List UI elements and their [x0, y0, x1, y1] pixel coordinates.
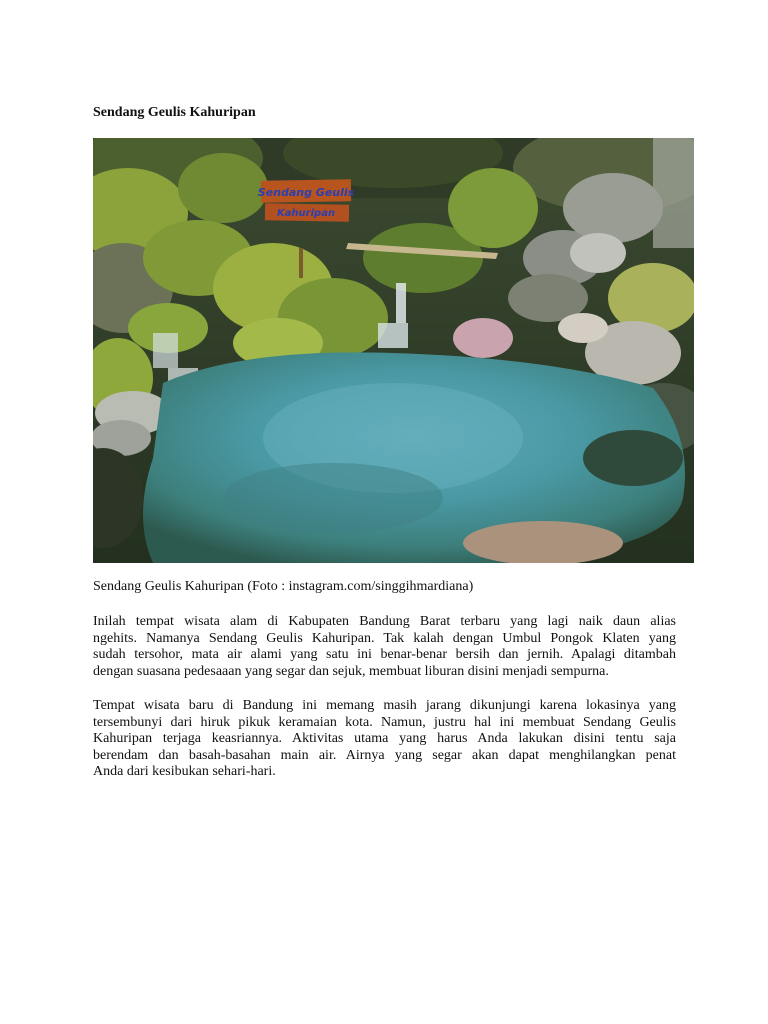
paragraph-line: tersembunyi dari hiruk pikuk keramaian kota. Namun, justru hal ini membuat Sendang Geulis — [93, 714, 676, 730]
paragraph-line: Inilah tempat wisata alam di Kabupaten Bandung Barat terbaru yang lagi naik daun alias — [93, 614, 676, 629]
paragraph-1 — [93, 614, 676, 680]
paragraph-line: Tempat wisata baru di Bandung ini memang masih jarang dikunjungi karena lokasinya yang — [93, 698, 676, 713]
svg-text:Sendang Geulis: Sendang Geulis — [257, 186, 355, 199]
photo-caption: Sendang Geulis Kahuripan (Foto : instagram.com/singgihmardiana) — [93, 579, 474, 594]
paragraph-line: dengan suasana pedesaaan yang segar dan sejuk, membuat liburan disini menjadi sempurna. — [93, 663, 609, 679]
spring-photo — [93, 138, 694, 563]
paragraph-line: Kahuripan terjaga keasriannya. Aktivitas utama yang harus Anda lakukan disini tentu saja — [93, 731, 676, 747]
document-title: Sendang Geulis Kahuripan — [93, 105, 256, 120]
paragraph-2 — [93, 698, 676, 781]
svg-text:Kahuripan: Kahuripan — [276, 208, 336, 219]
paragraph-line: sudah tersohor, mata air alami yang satu ini benar-benar bersih dan jernih. Apalagi ditambah — [93, 647, 676, 663]
paragraph-line: ngehits. Namanya Sendang Geulis Kahuripan. Tak kalah dengan Umbul Pongok Klaten yang — [93, 630, 676, 646]
paragraph-line: berendam dan basah-basahan main air. Airnya yang segar akan dapat menghilangkan penat — [93, 747, 676, 763]
paragraph-line: Anda dari kesibukan sehari-hari. — [93, 764, 276, 780]
